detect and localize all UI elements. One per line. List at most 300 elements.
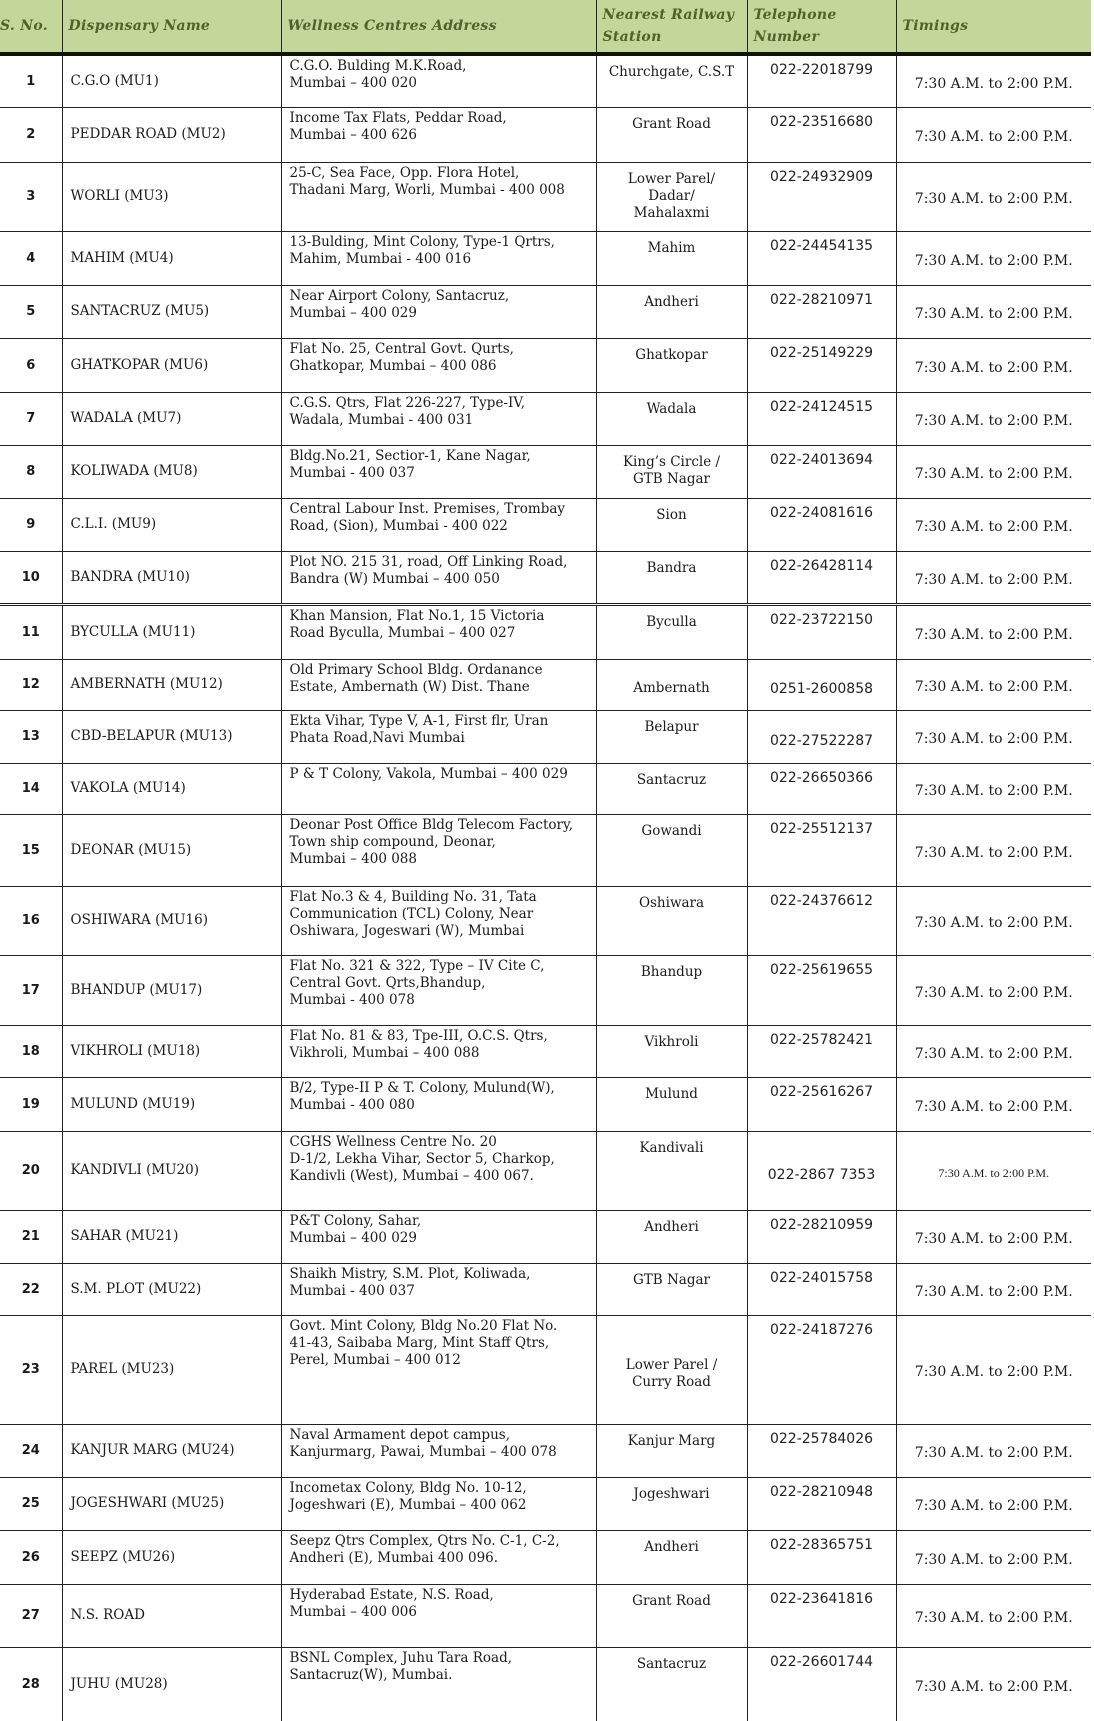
railway-station-cell <box>596 710 747 763</box>
timings-cell: 7:30 A.M. to 2:00 P.M. <box>896 604 1091 659</box>
address-cell <box>281 1131 596 1210</box>
serial-number-cell: 8 <box>0 445 62 498</box>
address-cell <box>281 392 596 445</box>
address-line: BSNL Complex, Juhu Tara Road, <box>289 1649 512 1666</box>
telephone-cell: 022-26650366 <box>747 763 896 814</box>
table-row <box>0 604 1091 659</box>
address-line: Govt. Mint Colony, Bldg No.20 Flat No. <box>289 1317 558 1334</box>
timings-cell: 7:30 A.M. to 2:00 P.M. <box>896 710 1091 763</box>
address-line: Deonar Post Office Bldg Telecom Factory, <box>289 816 574 833</box>
railway-station-cell <box>596 814 747 886</box>
address-line: Vikhroli, Mumbai – 400 088 <box>289 1044 480 1061</box>
telephone-cell: 022-26601744 <box>747 1647 896 1721</box>
telephone-cell: 022-28365751 <box>747 1530 896 1584</box>
telephone-cell: 022-25619655 <box>747 955 896 1025</box>
railway-station-cell <box>596 231 747 285</box>
address-line: Mumbai – 400 029 <box>289 1229 417 1246</box>
dispensary-name-cell: MAHIM (MU4) <box>62 231 281 285</box>
dispensary-name-cell: C.G.O (MU1) <box>62 54 281 107</box>
timings-cell: 7:30 A.M. to 2:00 P.M. <box>896 659 1091 710</box>
dispensary-name-cell: S.M. PLOT (MU22) <box>62 1263 281 1315</box>
dispensary-name-cell: BYCULLA (MU11) <box>62 604 281 659</box>
station-line: Andheri <box>644 1538 699 1555</box>
table-row <box>0 659 1091 710</box>
address-line: P & T Colony, Vakola, Mumbai – 400 029 <box>289 765 568 782</box>
dispensary-name-cell: JUHU (MU28) <box>62 1647 281 1721</box>
header-timings: Timings <box>896 0 1091 54</box>
serial-number-cell: 16 <box>0 886 62 955</box>
address-line: P&T Colony, Sahar, <box>289 1212 422 1229</box>
address-line: Kandivli (West), Mumbai – 400 067. <box>289 1167 534 1184</box>
table-row <box>0 54 1091 107</box>
station-line: Andheri <box>644 1218 699 1235</box>
station-line: Lower Parel/ <box>627 170 716 187</box>
railway-station-cell <box>596 285 747 338</box>
address-cell <box>281 814 596 886</box>
serial-number-cell: 11 <box>0 604 62 659</box>
table-row <box>0 1131 1091 1210</box>
telephone-cell: 022-23722150 <box>747 604 896 659</box>
address-line: Naval Armament depot campus, <box>289 1426 510 1443</box>
table-row <box>0 763 1091 814</box>
header-station <box>596 0 747 54</box>
address-cell <box>281 551 596 604</box>
telephone-cell: 022-25784026 <box>747 1424 896 1477</box>
table-row <box>0 1424 1091 1477</box>
address-line: Andheri (E), Mumbai 400 096. <box>289 1549 499 1566</box>
dispensary-name-cell: KANJUR MARG (MU24) <box>62 1424 281 1477</box>
telephone-cell: 022-27522287 <box>747 710 896 763</box>
serial-number-cell: 25 <box>0 1477 62 1530</box>
address-line: Communication (TCL) Colony, Near <box>289 905 534 922</box>
address-cell <box>281 1584 596 1647</box>
address-cell <box>281 886 596 955</box>
telephone-cell: 022-24081616 <box>747 498 896 551</box>
header-sno: S. No. <box>0 0 62 54</box>
address-cell <box>281 1263 596 1315</box>
railway-station-cell <box>596 162 747 231</box>
station-line: Wadala <box>646 400 697 417</box>
timings-cell: 7:30 A.M. to 2:00 P.M. <box>896 1424 1091 1477</box>
dispensary-name-cell: KOLIWADA (MU8) <box>62 445 281 498</box>
address-line: Town ship compound, Deonar, <box>289 833 496 850</box>
serial-number-cell: 1 <box>0 54 62 107</box>
table-row <box>0 1025 1091 1077</box>
serial-number-cell: 28 <box>21 1676 40 1692</box>
address-line: Old Primary School Bldg. Ordanance <box>289 661 543 678</box>
serial-number-cell: 22 <box>0 1263 62 1315</box>
header-telephone-line: Telephone <box>753 7 837 23</box>
address-cell <box>281 54 596 107</box>
address-line: CGHS Wellness Centre No. 20 <box>289 1133 497 1150</box>
telephone-cell: 022-2867 7353 <box>747 1131 896 1210</box>
dispensary-name-cell: WADALA (MU7) <box>62 392 281 445</box>
address-line: Wadala, Mumbai - 400 031 <box>289 411 474 428</box>
address-line: Mumbai - 400 080 <box>289 1096 415 1113</box>
railway-station-cell <box>596 1315 747 1424</box>
address-line: Hyderabad Estate, N.S. Road, <box>289 1586 494 1603</box>
timings-cell: 7:30 A.M. to 2:00 P.M. <box>896 1647 1091 1721</box>
serial-number-cell: 19 <box>0 1077 62 1131</box>
dispensary-name-cell: N.S. ROAD <box>62 1584 281 1647</box>
serial-number-cell: 13 <box>0 710 62 763</box>
station-line: Santacruz <box>636 1655 707 1672</box>
serial-number-cell: 26 <box>0 1530 62 1584</box>
serial-number-cell: 3 <box>0 162 62 231</box>
timings-cell: 7:30 A.M. to 2:00 P.M. <box>896 107 1091 162</box>
table-row <box>0 1315 1091 1424</box>
address-line: Mumbai – 400 088 <box>289 850 417 867</box>
timings-cell: 7:30 A.M. to 2:00 P.M. <box>896 1077 1091 1131</box>
address-line: Perel, Mumbai – 400 012 <box>289 1351 461 1368</box>
table-row <box>0 814 1091 886</box>
serial-number-cell: 7 <box>0 392 62 445</box>
address-line: Seepz Qtrs Complex, Qtrs No. C-1, C-2, <box>289 1532 560 1549</box>
address-line: C.G.O. Bulding M.K.Road, <box>289 58 467 74</box>
railway-station-cell <box>596 1210 747 1263</box>
railway-station-cell <box>596 1025 747 1077</box>
address-line: 25-C, Sea Face, Opp. Flora Hotel, <box>289 164 520 181</box>
serial-number-cell: 5 <box>0 285 62 338</box>
table-row <box>0 1584 1091 1647</box>
address-cell <box>281 1210 596 1263</box>
telephone-cell: 022-25149229 <box>747 338 896 392</box>
serial-number-cell: 17 <box>0 955 62 1025</box>
address-line: Ekta Vihar, Type V, A-1, First flr, Uran <box>289 712 549 729</box>
dispensary-name-cell: PEDDAR ROAD (MU2) <box>62 107 281 162</box>
station-line: Grant Road <box>632 1592 711 1609</box>
telephone-cell: 022-23641816 <box>747 1584 896 1647</box>
timings-cell: 7:30 A.M. to 2:00 P.M. <box>896 231 1091 285</box>
timings-cell: 7:30 A.M. to 2:00 P.M. <box>896 1584 1091 1647</box>
address-line: Income Tax Flats, Peddar Road, <box>289 109 507 126</box>
address-line: Santacruz(W), Mumbai. <box>289 1666 453 1683</box>
serial-number-cell: 4 <box>0 231 62 285</box>
dispensary-name-cell: SANTACRUZ (MU5) <box>62 285 281 338</box>
dispensary-name-cell: C.L.I. (MU9) <box>62 498 281 551</box>
address-line: Phata Road,Navi Mumbai <box>289 729 465 746</box>
timings-cell: 7:30 A.M. to 2:00 P.M. <box>896 338 1091 392</box>
station-line: Bhandup <box>640 963 703 980</box>
dispensary-name-cell: BHANDUP (MU17) <box>62 955 281 1025</box>
address-line: C.G.S. Qtrs, Flat 226-227, Type-IV, <box>289 394 526 411</box>
dispensary-name-cell: OSHIWARA (MU16) <box>62 886 281 955</box>
telephone-cell: 022-28210971 <box>747 285 896 338</box>
station-line: Ambernath <box>633 680 710 696</box>
timings-cell: 7:30 A.M. to 2:00 P.M. <box>896 1025 1091 1077</box>
address-cell <box>281 445 596 498</box>
telephone-cell: 022-25782421 <box>747 1025 896 1077</box>
table-row <box>0 498 1091 551</box>
header-row <box>0 0 1091 54</box>
station-line: GTB Nagar <box>632 1271 710 1288</box>
table-row <box>0 710 1091 763</box>
address-line: Mumbai – 400 029 <box>289 304 417 321</box>
station-line: Belapur <box>644 718 699 735</box>
table-row <box>0 1077 1091 1131</box>
station-line: Jogeshwari <box>633 1485 710 1502</box>
timings-cell: 7:30 A.M. to 2:00 P.M. <box>896 1530 1091 1584</box>
table-row <box>0 1210 1091 1263</box>
railway-station-cell <box>596 659 747 710</box>
telephone-cell: 022-26428114 <box>747 551 896 604</box>
timings-cell: 7:30 A.M. to 2:00 P.M. <box>896 955 1091 1025</box>
railway-station-cell <box>596 886 747 955</box>
address-line: Ghatkopar, Mumbai – 400 086 <box>289 357 497 374</box>
header-telephone <box>747 0 896 54</box>
dispensary-name-cell: CBD-BELAPUR (MU13) <box>62 710 281 763</box>
timings-cell: 7:30 A.M. to 2:00 P.M. <box>896 814 1091 886</box>
railway-station-cell <box>596 1584 747 1647</box>
address-line: 41-43, Saibaba Marg, Mint Staff Qtrs, <box>289 1334 550 1351</box>
telephone-cell: 022-28210948 <box>747 1477 896 1530</box>
telephone-cell: 022-24376612 <box>747 886 896 955</box>
table-header <box>0 0 1091 54</box>
table-row <box>0 886 1091 955</box>
station-line: Bandra <box>646 559 697 576</box>
station-line: Kandivali <box>639 1139 704 1156</box>
address-line: Mahim, Mumbai - 400 016 <box>289 250 472 267</box>
station-line: Grant Road <box>632 115 711 132</box>
station-line: Dadar/ <box>648 187 695 204</box>
dispensary-name-cell: GHATKOPAR (MU6) <box>62 338 281 392</box>
address-line: Khan Mansion, Flat No.1, 15 Victoria <box>289 607 545 624</box>
dispensary-name-cell: VIKHROLI (MU18) <box>62 1025 281 1077</box>
telephone-cell: 022-24124515 <box>747 392 896 445</box>
railway-station-cell <box>596 1647 747 1721</box>
railway-station-cell <box>596 1077 747 1131</box>
timings-cell: 7:30 A.M. to 2:00 P.M. <box>896 162 1091 231</box>
address-cell <box>281 1477 596 1530</box>
railway-station-cell <box>596 445 747 498</box>
table-row <box>0 1263 1091 1315</box>
railway-station-cell <box>596 1530 747 1584</box>
address-line: Road Byculla, Mumbai – 400 027 <box>289 624 516 641</box>
address-line: Mumbai – 400 020 <box>289 75 417 91</box>
station-line: King’s Circle / <box>622 453 721 470</box>
address-line: Near Airport Colony, Santacruz, <box>289 287 510 304</box>
telephone-cell: 022-22018799 <box>747 54 896 107</box>
serial-number-cell: 18 <box>0 1025 62 1077</box>
railway-station-cell <box>596 1263 747 1315</box>
address-cell <box>281 763 596 814</box>
address-line: Central Govt. Qrts,Bhandup, <box>289 974 486 991</box>
dispensary-name-cell: BANDRA (MU10) <box>62 551 281 604</box>
timings-cell: 7:30 A.M. to 2:00 P.M. <box>896 1210 1091 1263</box>
table-body <box>0 54 1091 1721</box>
station-line: GTB Nagar <box>632 470 710 487</box>
dispensary-name-cell: SEEPZ (MU26) <box>62 1530 281 1584</box>
railway-station-cell <box>596 1131 747 1210</box>
station-line: Sion <box>656 506 687 523</box>
address-cell <box>281 231 596 285</box>
header-station-line: Station <box>602 29 662 45</box>
address-cell <box>281 1315 596 1424</box>
address-cell <box>281 162 596 231</box>
telephone-cell: 022-25512137 <box>747 814 896 886</box>
dispensary-name-cell: DEONAR (MU15) <box>62 814 281 886</box>
railway-station-cell <box>596 955 747 1025</box>
table-row <box>0 1477 1091 1530</box>
address-line: Flat No. 321 & 322, Type – IV Cite C, <box>289 957 545 974</box>
address-cell <box>281 498 596 551</box>
dispensary-name-cell: MULUND (MU19) <box>62 1077 281 1131</box>
table-row <box>0 285 1091 338</box>
table-row <box>0 445 1091 498</box>
station-line: Oshiwara <box>638 894 705 911</box>
serial-number-cell: 14 <box>0 763 62 814</box>
station-line: Mulund <box>645 1085 698 1102</box>
serial-number-cell: 6 <box>0 338 62 392</box>
serial-number-cell: 24 <box>0 1424 62 1477</box>
address-line: Flat No.3 & 4, Building No. 31, Tata <box>289 888 537 905</box>
telephone-cell: 022-28210959 <box>747 1210 896 1263</box>
serial-number-cell: 23 <box>0 1315 62 1424</box>
station-line: Mahalaxmi <box>633 204 710 221</box>
telephone-cell: 022-24013694 <box>747 445 896 498</box>
table-row <box>0 162 1091 231</box>
timings-cell: 7:30 A.M. to 2:00 P.M. <box>896 1263 1091 1315</box>
timings-cell: 7:30 A.M. to 2:00 P.M. <box>896 1477 1091 1530</box>
dispensary-name-cell: WORLI (MU3) <box>62 162 281 231</box>
serial-number-cell: 10 <box>0 551 62 604</box>
timings-cell: 7:30 A.M. to 2:00 P.M. <box>896 1131 1091 1210</box>
table-row <box>0 231 1091 285</box>
address-line: Flat No. 25, Central Govt. Qurts, <box>289 340 514 357</box>
serial-number-cell: 2 <box>0 107 62 162</box>
address-cell <box>281 285 596 338</box>
station-line: Andheri <box>644 293 699 310</box>
address-line: Mumbai - 400 037 <box>289 1282 415 1299</box>
address-cell <box>281 338 596 392</box>
address-cell <box>281 1025 596 1077</box>
railway-station-cell <box>596 763 747 814</box>
station-line: Kanjur Marg <box>627 1432 716 1449</box>
dispensary-name-cell: SAHAR (MU21) <box>62 1210 281 1263</box>
station-line: Lower Parel / <box>625 1356 718 1373</box>
railway-station-cell <box>596 1477 747 1530</box>
address-line: Estate, Ambernath (W) Dist. Thane <box>289 678 530 695</box>
serial-number-cell: 20 <box>0 1131 62 1210</box>
timings-cell: 7:30 A.M. to 2:00 P.M. <box>896 392 1091 445</box>
address-line: Incometax Colony, Bldg No. 10-12, <box>289 1479 527 1496</box>
timings-cell: 7:30 A.M. to 2:00 P.M. <box>896 498 1091 551</box>
address-cell <box>281 1647 596 1721</box>
address-cell <box>281 1424 596 1477</box>
station-line: Churchgate, C.S.T <box>608 64 735 80</box>
address-line: Shaikh Mistry, S.M. Plot, Koliwada, <box>289 1265 531 1282</box>
timings-cell: 7:30 A.M. to 2:00 P.M. <box>896 54 1091 107</box>
station-line: Vikhroli <box>644 1033 699 1050</box>
address-line: Oshiwara, Jogeswari (W), Mumbai <box>289 922 525 939</box>
station-line: Gowandi <box>641 822 702 839</box>
header-address: Wellness Centres Address <box>281 0 596 54</box>
table-row <box>0 107 1091 162</box>
railway-station-cell <box>596 498 747 551</box>
header-dispensary-name: Dispensary Name <box>62 0 281 54</box>
address-line: D-1/2, Lekha Vihar, Sector 5, Charkop, <box>289 1150 555 1167</box>
timings-cell: 7:30 A.M. to 2:00 P.M. <box>896 763 1091 814</box>
address-line: Road, (Sion), Mumbai - 400 022 <box>289 517 508 534</box>
telephone-cell: 022-24454135 <box>747 231 896 285</box>
station-line: Byculla <box>646 613 697 630</box>
address-line: Kanjurmarg, Pawai, Mumbai – 400 078 <box>289 1443 557 1460</box>
address-line: Flat No. 81 & 83, Tpe-III, O.C.S. Qtrs, <box>289 1027 548 1044</box>
dispensary-name-cell: PAREL (MU23) <box>62 1315 281 1424</box>
railway-station-cell <box>596 54 747 107</box>
dispensary-name-cell: VAKOLA (MU14) <box>62 763 281 814</box>
address-line: Mumbai – 400 626 <box>289 126 417 143</box>
telephone-cell: 022-24187276 <box>747 1315 896 1424</box>
timings-cell: 7:30 A.M. to 2:00 P.M. <box>896 886 1091 955</box>
address-line: Plot NO. 215 31, road, Off Linking Road, <box>289 553 568 570</box>
railway-station-cell <box>596 107 747 162</box>
station-line: Ghatkopar <box>635 346 708 363</box>
station-line: Santacruz <box>636 771 707 788</box>
address-cell <box>281 659 596 710</box>
address-line: Jogeshwari (E), Mumbai – 400 062 <box>289 1496 527 1513</box>
address-cell <box>281 1077 596 1131</box>
address-cell <box>281 107 596 162</box>
address-line: Bandra (W) Mumbai – 400 050 <box>289 570 500 587</box>
address-line: B/2, Type-II P & T. Colony, Mulund(W), <box>289 1079 555 1096</box>
address-cell <box>281 1530 596 1584</box>
table-row <box>0 338 1091 392</box>
serial-number-cell: 9 <box>0 498 62 551</box>
railway-station-cell <box>596 392 747 445</box>
address-cell <box>281 604 596 659</box>
dispensary-name-cell: JOGESHWARI (MU25) <box>62 1477 281 1530</box>
serial-number-cell: 21 <box>0 1210 62 1263</box>
address-line: Mumbai - 400 037 <box>289 464 415 481</box>
table-row <box>0 392 1091 445</box>
railway-station-cell <box>596 551 747 604</box>
railway-station-cell <box>596 1424 747 1477</box>
table-row <box>0 1647 1091 1721</box>
timings-cell: 7:30 A.M. to 2:00 P.M. <box>896 1315 1091 1424</box>
timings-cell: 7:30 A.M. to 2:00 P.M. <box>896 285 1091 338</box>
address-line: Central Labour Inst. Premises, Trombay <box>289 500 566 517</box>
dispensary-name-cell: KANDIVLI (MU20) <box>62 1131 281 1210</box>
table-row <box>0 1530 1091 1584</box>
telephone-cell: 0251-2600858 <box>747 659 896 710</box>
address-cell <box>281 710 596 763</box>
address-line: 13-Bulding, Mint Colony, Type-1 Qrtrs, <box>289 233 555 250</box>
dispensary-name-cell: AMBERNATH (MU12) <box>62 659 281 710</box>
timings-cell: 7:30 A.M. to 2:00 P.M. <box>896 445 1091 498</box>
telephone-cell: 022-23516680 <box>747 107 896 162</box>
station-line: Curry Road <box>632 1373 711 1390</box>
telephone-cell: 022-24015758 <box>747 1263 896 1315</box>
header-telephone-line: Number <box>753 29 820 45</box>
station-line: Mahim <box>647 239 696 256</box>
address-line: Mumbai – 400 006 <box>289 1603 417 1620</box>
telephone-cell: 022-25616267 <box>747 1077 896 1131</box>
table-row <box>0 551 1091 604</box>
table-row <box>0 955 1091 1025</box>
serial-number-cell: 15 <box>0 814 62 886</box>
telephone-cell: 022-24932909 <box>747 162 896 231</box>
address-line: Mumbai - 400 078 <box>289 991 415 1008</box>
railway-station-cell <box>596 338 747 392</box>
address-cell <box>281 955 596 1025</box>
railway-station-cell <box>596 604 747 659</box>
timings-cell: 7:30 A.M. to 2:00 P.M. <box>896 551 1091 604</box>
header-station-line: Nearest Railway <box>602 7 735 23</box>
serial-number-cell: 12 <box>0 659 62 710</box>
address-line: Bldg.No.21, Sectior-1, Kane Nagar, <box>289 447 531 464</box>
address-line: Thadani Marg, Worli, Mumbai - 400 008 <box>289 181 565 198</box>
